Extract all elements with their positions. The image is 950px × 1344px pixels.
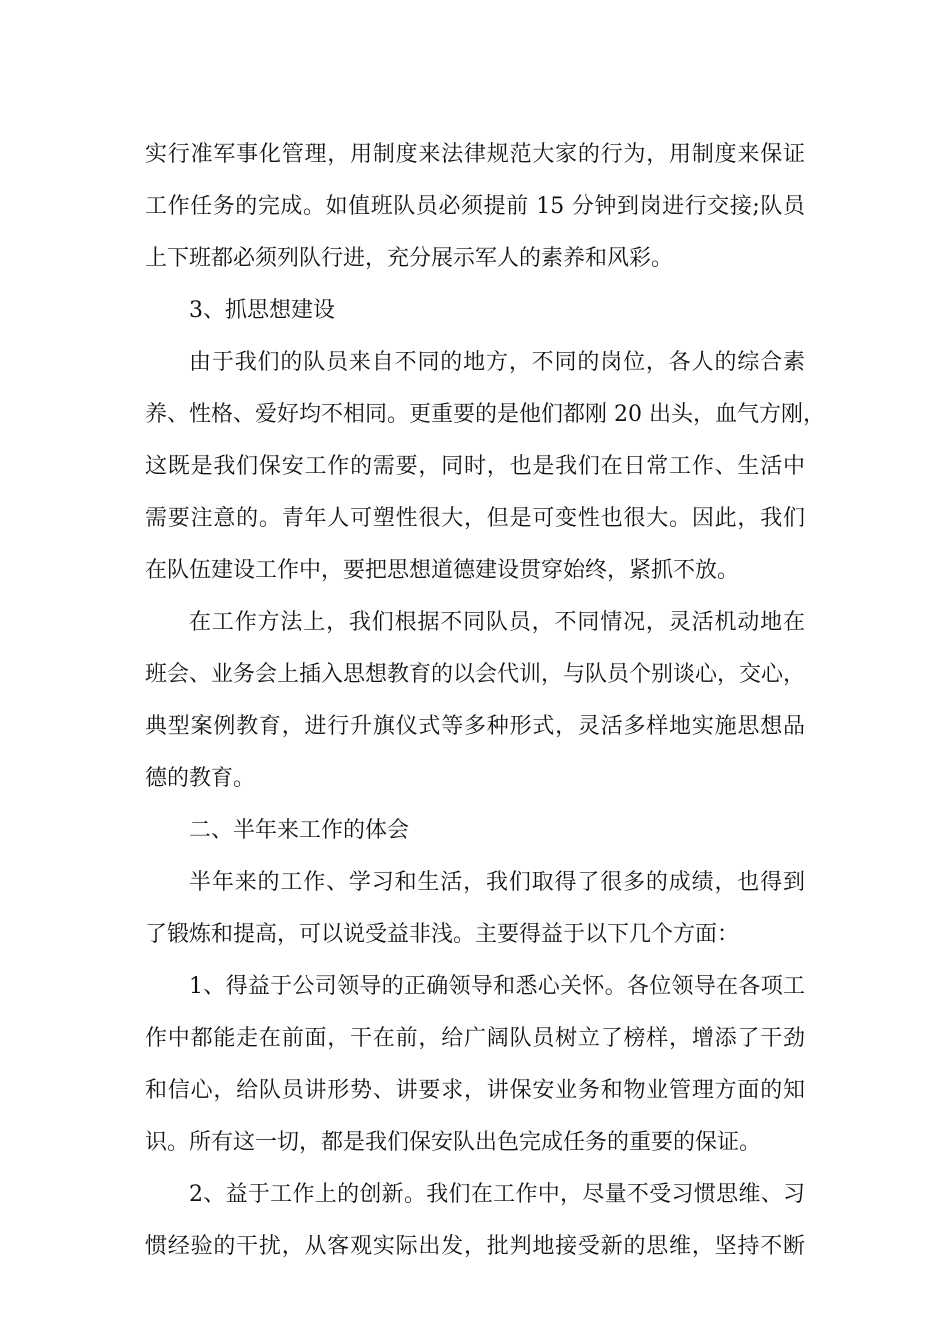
text-line: 工作任务的完成。如值班队员必须提前 15 分钟到岗进行交接;队员	[145, 194, 805, 219]
document-body	[145, 129, 825, 1273]
text-line: 二、半年来工作的体会	[189, 818, 410, 843]
text-line: 了锻炼和提高，可以说受益非浅。主要得益于以下几个方面：	[145, 922, 740, 947]
text-line: 德的教育。	[145, 766, 256, 791]
text-line: 1、得益于公司领导的正确领导和悉心关怀。各位领导在各项工	[189, 974, 805, 999]
text-line: 3、抓思想建设	[189, 298, 335, 323]
text-line: 这既是我们保安工作的需要，同时，也是我们在日常工作、生活中	[145, 454, 805, 479]
text-line: 实行准军事化管理，用制度来法律规范大家的行为，用制度来保证	[145, 142, 805, 167]
text-line: 作中都能走在前面，干在前，给广阔队员树立了榜样，增添了干劲	[145, 1026, 805, 1051]
text-line: 和信心，给队员讲形势、讲要求，讲保安业务和物业管理方面的知	[145, 1078, 805, 1103]
text-line: 在工作方法上，我们根据不同队员，不同情况，灵活机动地在	[189, 610, 805, 635]
text-line: 养、性格、爱好均不相同。更重要的是他们都刚 20 出头，血气方刚，	[145, 402, 825, 427]
text-line: 惯经验的干扰，从客观实际出发，批判地接受新的思维，坚持不断	[145, 1234, 805, 1259]
text-line: 典型案例教育，进行升旗仪式等多种形式，灵活多样地实施思想品	[145, 714, 805, 739]
text-line: 在队伍建设工作中，要把思想道德建设贯穿始终，紧抓不放。	[145, 558, 740, 583]
text-line: 班会、业务会上插入思想教育的以会代训，与队员个别谈心，交心，	[145, 662, 806, 687]
text-line: 需要注意的。青年人可塑性很大，但是可变性也很大。因此，我们	[145, 506, 805, 531]
text-line: 识。所有这一切，都是我们保安队出色完成任务的重要的保证。	[145, 1130, 762, 1155]
text-line: 2、益于工作上的创新。我们在工作中，尽量不受习惯思维、习	[189, 1182, 805, 1207]
text-line: 由于我们的队员来自不同的地方，不同的岗位，各人的综合素	[189, 350, 805, 375]
text-line: 上下班都必须列队行进，充分展示军人的素养和风彩。	[145, 246, 674, 271]
text-line: 半年来的工作、学习和生活，我们取得了很多的成绩，也得到	[189, 870, 805, 895]
